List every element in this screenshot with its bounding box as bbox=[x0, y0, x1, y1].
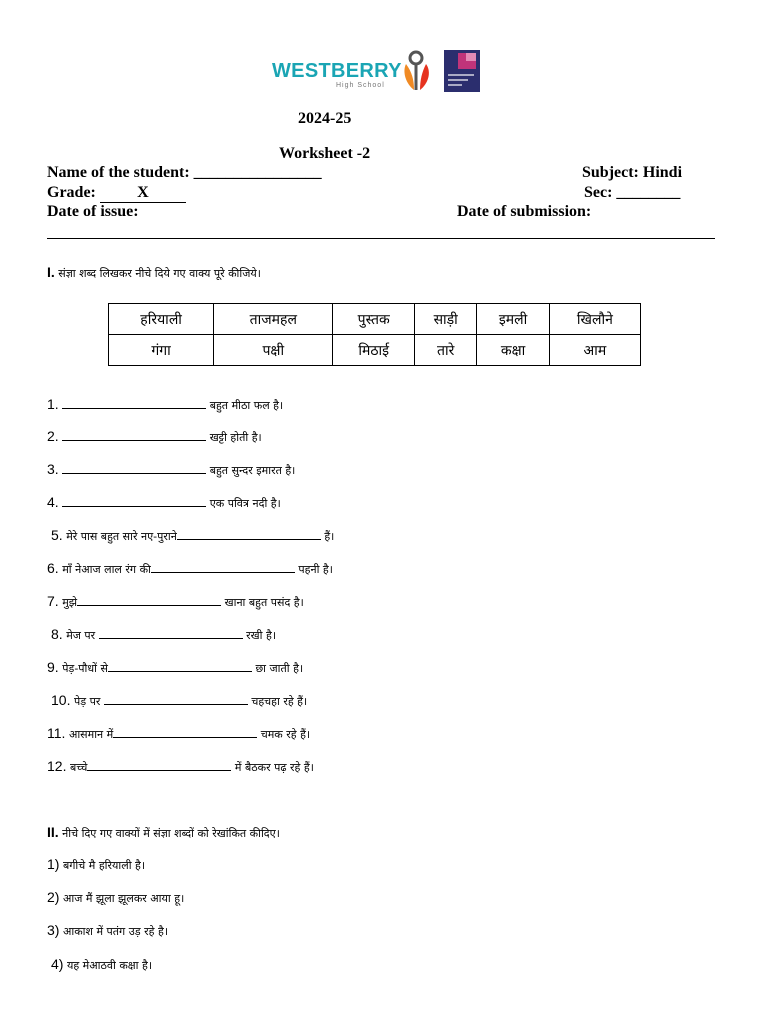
word-cell: पक्षी bbox=[214, 335, 333, 366]
question-number: 9. bbox=[47, 659, 59, 675]
word-cell: तारे bbox=[415, 335, 477, 366]
word-row-1 bbox=[109, 304, 641, 335]
answer-blank[interactable] bbox=[77, 593, 221, 606]
grade-label bbox=[47, 184, 186, 203]
question-text-before: आसमान में bbox=[68, 728, 114, 741]
question-text-after: छा जाती है। bbox=[255, 662, 304, 675]
question-text-before: मुझे bbox=[62, 596, 78, 609]
word-cell: मिठाई bbox=[333, 335, 415, 366]
answer-blank[interactable] bbox=[104, 692, 248, 705]
noun-word-table bbox=[108, 303, 641, 366]
sentence-3 bbox=[47, 922, 168, 939]
sentence-4 bbox=[51, 956, 152, 973]
logo-subtitle: High School bbox=[336, 82, 385, 89]
word-cell: ताजमहल bbox=[214, 304, 333, 335]
sentence-text: आज मैं झूला झूलकर आया हू। bbox=[62, 892, 185, 905]
answer-blank[interactable] bbox=[62, 396, 206, 409]
ib-badge-icon bbox=[444, 50, 480, 92]
sentence-2 bbox=[47, 889, 184, 906]
answer-blank[interactable] bbox=[62, 461, 206, 474]
question-7 bbox=[47, 593, 304, 610]
answer-blank[interactable] bbox=[62, 428, 206, 441]
question-8 bbox=[51, 626, 276, 643]
section-1-instruction: संज्ञा शब्द लिखकर नीचे दिये गए वाक्य पूरे कीजिये। bbox=[58, 267, 261, 280]
worksheet-title: Worksheet -2 bbox=[279, 145, 371, 162]
section-2-heading bbox=[47, 824, 280, 841]
answer-blank[interactable] bbox=[62, 494, 206, 507]
question-4 bbox=[47, 494, 281, 511]
date-of-issue-label: Date of issue: bbox=[47, 203, 139, 220]
section-2-instruction: नीचे दिए गए वाक्यों में संज्ञा शब्दों को रेखांकित कीदिए। bbox=[62, 827, 280, 840]
academic-year: 2024-25 bbox=[298, 110, 352, 127]
question-number: 10. bbox=[51, 692, 71, 708]
question-text-before: पेड़ पर bbox=[73, 695, 104, 708]
question-text-after: में बैठकर पढ़ रहे हैं। bbox=[234, 761, 314, 774]
sentence-number: 1) bbox=[47, 856, 60, 872]
answer-blank[interactable] bbox=[151, 560, 295, 573]
question-number: 8. bbox=[51, 626, 63, 642]
student-name-label: Name of the student: ________________ bbox=[47, 164, 322, 181]
word-row-2 bbox=[109, 335, 641, 366]
question-number: 12. bbox=[47, 758, 67, 774]
question-text-after: खाना बहुत पसंद है। bbox=[224, 596, 304, 609]
question-3 bbox=[47, 461, 295, 478]
question-number: 11. bbox=[47, 725, 66, 741]
subject-label: Subject: Hindi bbox=[582, 164, 683, 181]
grade-value: X bbox=[100, 184, 186, 203]
sentence-text: यह मेआठवी कक्षा है। bbox=[66, 959, 153, 972]
question-text-after: बहुत मीठा फल है। bbox=[209, 399, 284, 412]
question-text-after: चमक रहे हैं। bbox=[260, 728, 311, 741]
section-1-heading bbox=[47, 264, 261, 281]
word-cell: हरियाली bbox=[109, 304, 214, 335]
section-label: Sec: ________ bbox=[584, 184, 681, 201]
section-2-number: II. bbox=[47, 824, 59, 840]
header-divider bbox=[47, 238, 715, 239]
logo-figure-icon bbox=[400, 50, 440, 92]
word-cell: आम bbox=[549, 335, 640, 366]
word-cell: पुस्तक bbox=[333, 304, 415, 335]
question-1 bbox=[47, 396, 283, 413]
question-text-before: बच्चे bbox=[69, 761, 88, 774]
question-number: 7. bbox=[47, 593, 59, 609]
question-10 bbox=[51, 692, 307, 709]
question-number: 6. bbox=[47, 560, 59, 576]
question-number: 1. bbox=[47, 396, 59, 412]
question-12 bbox=[47, 758, 314, 775]
word-cell: गंगा bbox=[109, 335, 214, 366]
word-cell: साड़ी bbox=[415, 304, 477, 335]
question-number: 2. bbox=[47, 428, 59, 444]
answer-blank[interactable] bbox=[87, 758, 231, 771]
grade-label-text: Grade: bbox=[47, 184, 100, 201]
word-cell: इमली bbox=[477, 304, 549, 335]
logo-wordmark: WESTBERRY bbox=[272, 60, 402, 82]
question-number: 4. bbox=[47, 494, 59, 510]
question-6 bbox=[47, 560, 333, 577]
answer-blank[interactable] bbox=[113, 725, 257, 738]
sentence-number: 4) bbox=[51, 956, 64, 972]
question-number: 3. bbox=[47, 461, 59, 477]
sentence-text: आकाश में पतंग उड़ रहे है। bbox=[62, 925, 169, 938]
sentence-1 bbox=[47, 856, 145, 873]
question-text-after: बहुत सुन्दर इमारत है। bbox=[209, 464, 296, 477]
question-text-before: पेड़-पौधों से bbox=[62, 662, 108, 675]
answer-blank[interactable] bbox=[99, 626, 243, 639]
sentence-text: बगीचे मै हरियाली है। bbox=[62, 859, 146, 872]
word-cell: खिलौने bbox=[549, 304, 640, 335]
question-text-after: चहचहा रहे हैं। bbox=[251, 695, 308, 708]
question-text-before: मेरे पास बहुत सारे नए-पुराने bbox=[66, 530, 177, 543]
question-number: 5. bbox=[51, 527, 63, 543]
sentence-number: 2) bbox=[47, 889, 60, 905]
date-of-submission-label: Date of submission: bbox=[457, 203, 592, 220]
question-text-after: हैं। bbox=[324, 530, 335, 543]
answer-blank[interactable] bbox=[108, 659, 252, 672]
sentence-number: 3) bbox=[47, 922, 60, 938]
word-cell: कक्षा bbox=[477, 335, 549, 366]
question-2 bbox=[47, 428, 262, 445]
question-11 bbox=[47, 725, 310, 742]
question-text-after: रखी है। bbox=[246, 629, 277, 642]
question-text-after: पहनी है। bbox=[298, 563, 333, 576]
question-text-before: मेज पर bbox=[66, 629, 99, 642]
section-1-number: I. bbox=[47, 264, 55, 280]
question-text-after: खट्टी होती है। bbox=[209, 431, 262, 444]
question-text-before: माँ नेआज लाल रंग की bbox=[62, 563, 151, 576]
school-logo bbox=[272, 48, 484, 96]
question-text-after: एक पवित्र नदी है। bbox=[209, 497, 281, 510]
question-5 bbox=[51, 527, 334, 544]
question-9 bbox=[47, 659, 303, 676]
answer-blank[interactable] bbox=[177, 527, 321, 540]
